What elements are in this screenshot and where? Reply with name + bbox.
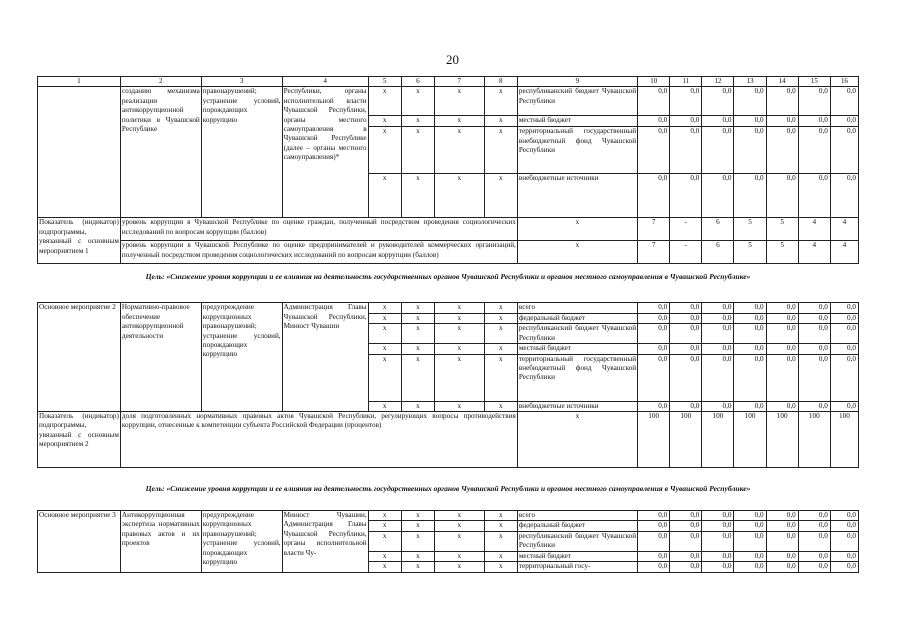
indicator-value: 100 — [734, 412, 766, 468]
x-mark: x — [517, 241, 637, 264]
amount-cell: 0,0 — [830, 313, 858, 323]
amount-cell: 0,0 — [702, 127, 734, 174]
x-mark: x — [401, 174, 434, 218]
amount-cell: 0,0 — [702, 303, 734, 313]
amount-cell: 0,0 — [702, 551, 734, 561]
amount-cell: 0,0 — [830, 531, 858, 551]
x-mark: x — [434, 551, 484, 561]
amount-cell: 0,0 — [830, 521, 858, 531]
amount-cell: 0,0 — [766, 174, 798, 218]
col-header-1: 1 — [38, 77, 121, 87]
amount-cell: 0,0 — [830, 324, 858, 344]
funding-source: республиканский бюджет Чувашской Республики — [517, 324, 637, 344]
block2-executor: Администрация Главы Чувашской Республики, Минюст Чувашии — [282, 303, 368, 412]
amount-cell: 0,0 — [766, 511, 798, 521]
x-mark: x — [401, 303, 434, 313]
amount-cell: 0,0 — [638, 521, 670, 531]
block3-measure: Антикоррупционная экспертиза нормативных правовых актов и их проектов — [120, 511, 201, 573]
amount-cell: 0,0 — [702, 511, 734, 521]
spacer-row — [38, 468, 859, 481]
goal-row — [38, 480, 859, 498]
amount-cell: 0,0 — [638, 127, 670, 174]
funding-source: всего — [517, 303, 637, 313]
funding-source: территориальный госу- — [517, 562, 637, 572]
amount-cell: 0,0 — [798, 116, 830, 127]
amount-cell: 0,0 — [734, 521, 766, 531]
x-mark: x — [484, 127, 517, 174]
col-header-15: 15 — [798, 77, 830, 87]
amount-cell: 0,0 — [798, 562, 830, 572]
amount-cell: 0,0 — [702, 354, 734, 401]
indicator-value: 4 — [798, 218, 830, 241]
block1-task: правонарушений; устранение условий, порождающих коррупцию — [201, 87, 282, 218]
x-mark: x — [401, 562, 434, 572]
x-mark: x — [401, 324, 434, 344]
amount-cell: 0,0 — [830, 562, 858, 572]
col-header-5: 5 — [368, 77, 401, 87]
amount-cell: 0,0 — [766, 551, 798, 561]
x-mark: x — [434, 324, 484, 344]
x-mark: x — [434, 354, 484, 401]
indicator-value: 100 — [766, 412, 798, 468]
indicator-text: уровень коррупции в Чувашской Республике по оценке предпринимателей и руководителей коммерческих организаций, полученный посредством проведения социологических исследований по вопросам коррупции (баллов) — [120, 241, 517, 264]
amount-cell: 0,0 — [638, 174, 670, 218]
x-mark: x — [484, 511, 517, 521]
x-mark: x — [368, 87, 401, 116]
amount-cell: 0,0 — [734, 174, 766, 218]
amount-cell: 0,0 — [670, 116, 702, 127]
x-mark: x — [368, 531, 401, 551]
x-mark: x — [368, 303, 401, 313]
funding-source: внебюджетные источники — [517, 174, 637, 218]
amount-cell: 0,0 — [702, 344, 734, 354]
header-row — [38, 77, 859, 87]
amount-cell: 0,0 — [798, 303, 830, 313]
x-mark: x — [434, 344, 484, 354]
x-mark: x — [368, 127, 401, 174]
amount-cell: 0,0 — [638, 344, 670, 354]
block1-indicator-label: Показатель (индикатор) подпрограммы, увязанный с основным мероприятием 1 — [38, 218, 121, 264]
amount-cell: 0,0 — [798, 354, 830, 401]
amount-cell: 0,0 — [766, 562, 798, 572]
goal-text: Цель: «Снижение уровня коррупции и ее влияния на деятельность государственных органов Чувашской Республики и органов местного самоуправления в Чувашской Республике» — [145, 484, 751, 494]
amount-cell: 0,0 — [702, 401, 734, 411]
amount-cell: 0,0 — [766, 324, 798, 344]
block1-executor: Республики, органы исполнительной власти Чувашской Республики, органы местного самоуправления в Чувашской Республике (далее – органы местного самоуправления)* — [282, 87, 368, 218]
x-mark: x — [434, 303, 484, 313]
amount-cell: 0,0 — [702, 531, 734, 551]
x-mark: x — [401, 354, 434, 401]
indicator-value: 7 — [638, 218, 670, 241]
x-mark: x — [434, 174, 484, 218]
amount-cell: 0,0 — [798, 551, 830, 561]
amount-cell: 0,0 — [638, 303, 670, 313]
funding-source: внебюджетные источники — [517, 401, 637, 411]
amount-cell: 0,0 — [702, 174, 734, 218]
goal-row — [38, 264, 859, 291]
amount-cell: 0,0 — [766, 127, 798, 174]
amount-cell: 0,0 — [830, 511, 858, 521]
amount-cell: 0,0 — [702, 87, 734, 116]
amount-cell: 0,0 — [734, 531, 766, 551]
indicator-value: 6 — [702, 218, 734, 241]
col-header-11: 11 — [670, 77, 702, 87]
funding-source: местный бюджет — [517, 551, 637, 561]
amount-cell: 0,0 — [734, 551, 766, 561]
x-mark: x — [368, 174, 401, 218]
amount-cell: 0,0 — [830, 116, 858, 127]
amount-cell: 0,0 — [766, 344, 798, 354]
amount-cell: 0,0 — [734, 303, 766, 313]
amount-cell: 0,0 — [638, 116, 670, 127]
col-header-14: 14 — [766, 77, 798, 87]
indicator-value: 100 — [702, 412, 734, 468]
amount-cell: 0,0 — [734, 354, 766, 401]
table-body — [38, 77, 859, 573]
amount-cell: 0,0 — [798, 511, 830, 521]
x-mark: x — [368, 562, 401, 572]
indicator-value: 100 — [670, 412, 702, 468]
block2-measure: Нормативно-правовое обеспечение антикоррупционной деятельности — [120, 303, 201, 412]
indicator-value: 100 — [830, 412, 858, 468]
amount-cell: 0,0 — [638, 562, 670, 572]
amount-cell: 0,0 — [734, 313, 766, 323]
indicator-value: 5 — [766, 241, 798, 264]
funding-source: местный бюджет — [517, 116, 637, 127]
amount-cell: 0,0 — [830, 401, 858, 411]
x-mark: x — [401, 127, 434, 174]
amount-cell: 0,0 — [830, 354, 858, 401]
amount-cell: 0,0 — [670, 87, 702, 116]
x-mark: x — [484, 401, 517, 411]
x-mark: x — [434, 116, 484, 127]
x-mark: x — [434, 531, 484, 551]
x-mark: x — [484, 344, 517, 354]
amount-cell: 0,0 — [734, 324, 766, 344]
col-header-6: 6 — [401, 77, 434, 87]
x-mark: x — [368, 324, 401, 344]
indicator-text: уровень коррупции в Чувашской Республике по оценке граждан, полученный посредством проведения социологических исследований по вопросам коррупции (баллов) — [120, 218, 517, 241]
amount-cell: 0,0 — [702, 324, 734, 344]
amount-cell: 0,0 — [798, 127, 830, 174]
x-mark: x — [484, 521, 517, 531]
x-mark: x — [368, 354, 401, 401]
x-mark: x — [484, 313, 517, 323]
col-header-4: 4 — [282, 77, 368, 87]
block1-measure: созданию механизма реализации антикоррупционной политики в Чувашской Республике — [120, 87, 201, 218]
block3-executor: Минюст Чувашии, Администрация Главы Чувашской Республики, органы исполнительной власти Чу- — [282, 511, 368, 573]
amount-cell: 0,0 — [734, 344, 766, 354]
amount-cell: 0,0 — [670, 531, 702, 551]
x-mark: x — [368, 511, 401, 521]
amount-cell: 0,0 — [670, 303, 702, 313]
amount-cell: 0,0 — [766, 87, 798, 116]
amount-cell: 0,0 — [702, 521, 734, 531]
x-mark: x — [434, 313, 484, 323]
x-mark: x — [484, 562, 517, 572]
indicator-value: 6 — [702, 241, 734, 264]
x-mark: x — [484, 551, 517, 561]
program-table — [37, 76, 859, 573]
amount-cell: 0,0 — [638, 313, 670, 323]
x-mark: x — [401, 531, 434, 551]
amount-cell: 0,0 — [766, 531, 798, 551]
x-mark: x — [401, 401, 434, 411]
block1-indicator-row — [38, 218, 859, 241]
x-mark: x — [401, 116, 434, 127]
program-table-sheet — [37, 76, 859, 573]
indicator-value: 7 — [638, 241, 670, 264]
amount-cell: 0,0 — [670, 313, 702, 323]
block1-funding-row — [38, 87, 859, 116]
x-mark: x — [434, 511, 484, 521]
x-mark: x — [517, 412, 637, 468]
amount-cell: 0,0 — [830, 344, 858, 354]
indicator-value: 100 — [638, 412, 670, 468]
indicator-value: 5 — [766, 218, 798, 241]
amount-cell: 0,0 — [638, 511, 670, 521]
amount-cell: 0,0 — [766, 303, 798, 313]
block1-indicator-row — [38, 241, 859, 264]
amount-cell: 0,0 — [830, 127, 858, 174]
indicator-text: доля подготовленных нормативных правовых актов Чувашской Республики, регулирующих вопросы противодействия коррупции, отнесенные к компетенции субъекта Российской Федерации (процентов) — [120, 412, 517, 468]
amount-cell: 0,0 — [638, 531, 670, 551]
indicator-value: 4 — [830, 241, 858, 264]
amount-cell: 0,0 — [734, 127, 766, 174]
amount-cell: 0,0 — [798, 324, 830, 344]
amount-cell: 0,0 — [830, 303, 858, 313]
amount-cell: 0,0 — [702, 562, 734, 572]
amount-cell: 0,0 — [766, 116, 798, 127]
col-header-16: 16 — [830, 77, 858, 87]
amount-cell: 0,0 — [670, 521, 702, 531]
indicator-value: 5 — [734, 241, 766, 264]
x-mark: x — [401, 313, 434, 323]
amount-cell: 0,0 — [766, 354, 798, 401]
x-mark: x — [434, 521, 484, 531]
amount-cell: 0,0 — [798, 531, 830, 551]
amount-cell: 0,0 — [830, 87, 858, 116]
x-mark: x — [434, 562, 484, 572]
x-mark: x — [368, 521, 401, 531]
col-header-13: 13 — [734, 77, 766, 87]
amount-cell: 0,0 — [670, 511, 702, 521]
amount-cell: 0,0 — [798, 313, 830, 323]
amount-cell: 0,0 — [638, 551, 670, 561]
funding-source: республиканский бюджет Чувашской Республики — [517, 531, 637, 551]
col-header-7: 7 — [434, 77, 484, 87]
funding-source: республиканский бюджет Чувашской Республики — [517, 87, 637, 116]
amount-cell: 0,0 — [670, 174, 702, 218]
amount-cell: 0,0 — [670, 354, 702, 401]
amount-cell: 0,0 — [798, 87, 830, 116]
amount-cell: 0,0 — [798, 174, 830, 218]
x-mark: x — [484, 116, 517, 127]
x-mark: x — [401, 551, 434, 561]
amount-cell: 0,0 — [766, 521, 798, 531]
amount-cell: 0,0 — [670, 324, 702, 344]
x-mark: x — [368, 116, 401, 127]
page-number: 20 — [446, 52, 459, 67]
x-mark: x — [484, 87, 517, 116]
x-mark: x — [484, 324, 517, 344]
amount-cell: 0,0 — [670, 127, 702, 174]
amount-cell: 0,0 — [734, 87, 766, 116]
amount-cell: 0,0 — [798, 401, 830, 411]
spacer-row — [38, 498, 859, 511]
block3-task: предупреждение коррупционных правонарушений; устранение условий, порождающих коррупцию — [201, 511, 282, 573]
amount-cell: 0,0 — [798, 521, 830, 531]
amount-cell: 0,0 — [638, 324, 670, 344]
amount-cell: 0,0 — [830, 551, 858, 561]
x-mark: x — [484, 531, 517, 551]
col-header-9: 9 — [517, 77, 637, 87]
indicator-value: 4 — [798, 241, 830, 264]
block1-col1 — [38, 87, 121, 218]
block3-funding-row — [38, 511, 859, 521]
x-mark: x — [434, 127, 484, 174]
funding-source: территориальный государственный внебюджетный фонд Чувашской Республики — [517, 127, 637, 174]
indicator-value: - — [670, 241, 702, 264]
amount-cell: 0,0 — [734, 401, 766, 411]
spacer-row — [38, 290, 859, 303]
x-mark: x — [434, 87, 484, 116]
amount-cell: 0,0 — [766, 313, 798, 323]
col-header-12: 12 — [702, 77, 734, 87]
funding-source: федеральный бюджет — [517, 313, 637, 323]
col-header-8: 8 — [484, 77, 517, 87]
funding-source: федеральный бюджет — [517, 521, 637, 531]
amount-cell: 0,0 — [734, 562, 766, 572]
x-mark: x — [368, 401, 401, 411]
x-mark: x — [401, 87, 434, 116]
x-mark: x — [517, 218, 637, 241]
x-mark: x — [368, 313, 401, 323]
block2-indicator-label: Показатель (индикатор) подпрограммы, увязанный с основным мероприятием 2 — [38, 412, 121, 468]
amount-cell: 0,0 — [734, 116, 766, 127]
funding-source: всего — [517, 511, 637, 521]
amount-cell: 0,0 — [798, 344, 830, 354]
x-mark: x — [401, 521, 434, 531]
x-mark: x — [484, 303, 517, 313]
col-header-3: 3 — [201, 77, 282, 87]
amount-cell: 0,0 — [638, 87, 670, 116]
indicator-value: 4 — [830, 218, 858, 241]
amount-cell: 0,0 — [734, 511, 766, 521]
block2-main-activity: Основное мероприятие 2 — [38, 303, 121, 412]
amount-cell: 0,0 — [670, 401, 702, 411]
block2-task: предупреждение коррупционных правонарушений; устранение условий, порождающих коррупцию — [201, 303, 282, 412]
col-header-2: 2 — [120, 77, 201, 87]
block3-main-activity: Основное мероприятие 3 — [38, 511, 121, 573]
indicator-value: - — [670, 218, 702, 241]
funding-source: территориальный государственный внебюджетный фонд Чувашской Республики — [517, 354, 637, 401]
x-mark: x — [484, 174, 517, 218]
x-mark: x — [368, 344, 401, 354]
x-mark: x — [434, 401, 484, 411]
x-mark: x — [401, 511, 434, 521]
indicator-value: 5 — [734, 218, 766, 241]
amount-cell: 0,0 — [702, 313, 734, 323]
x-mark: x — [368, 551, 401, 561]
funding-source: местный бюджет — [517, 344, 637, 354]
block2-funding-row — [38, 303, 859, 313]
x-mark: x — [484, 354, 517, 401]
amount-cell: 0,0 — [670, 344, 702, 354]
goal-text: Цель: «Снижение уровня коррупции и ее влияния на деятельность государственных органов Чувашской Республики и органов местного самоуправления в Чувашской Республике» — [145, 272, 751, 282]
amount-cell: 0,0 — [830, 174, 858, 218]
col-header-10: 10 — [638, 77, 670, 87]
amount-cell: 0,0 — [702, 116, 734, 127]
block2-indicator-row — [38, 412, 859, 468]
amount-cell: 0,0 — [638, 401, 670, 411]
amount-cell: 0,0 — [670, 551, 702, 561]
amount-cell: 0,0 — [766, 401, 798, 411]
indicator-value: 100 — [798, 412, 830, 468]
x-mark: x — [401, 344, 434, 354]
amount-cell: 0,0 — [670, 562, 702, 572]
amount-cell: 0,0 — [638, 354, 670, 401]
